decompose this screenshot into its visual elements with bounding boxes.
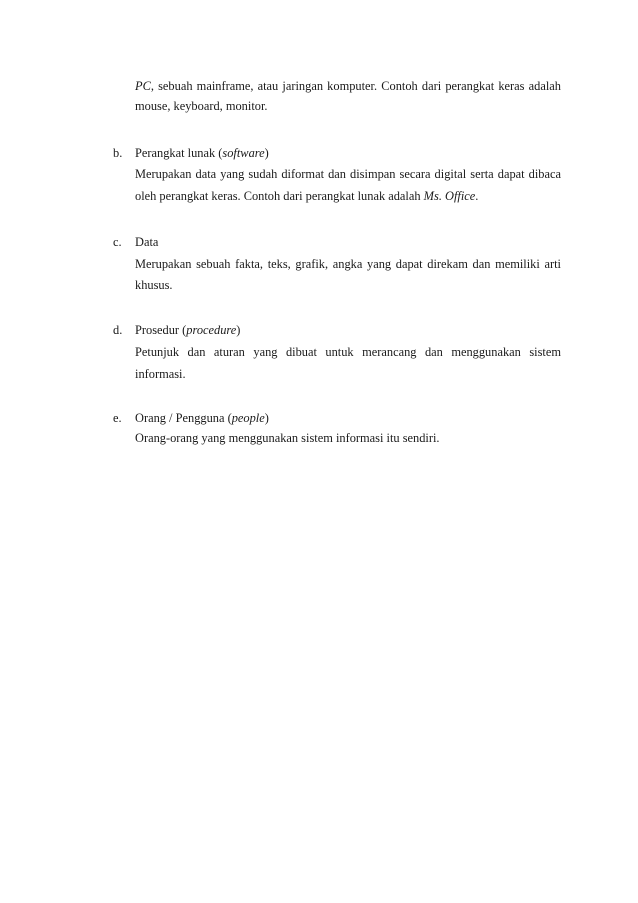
- item-d-body-line-1: Petunjuk dan aturan yang dibuat untuk merancang dan menggunakan sistem: [135, 345, 561, 359]
- item-e-heading-text: Orang / Pengguna (: [135, 411, 232, 425]
- item-b-heading: [135, 145, 561, 161]
- item-e-heading: [135, 410, 561, 426]
- item-d-heading-text: Prosedur (: [135, 323, 187, 337]
- item-b-heading-end: ): [264, 146, 269, 160]
- intro-line-1: [135, 78, 561, 94]
- list-marker-d: d.: [113, 323, 123, 337]
- item-e-body-line-1: Orang-orang yang menggunakan sistem informasi itu sendiri.: [135, 431, 440, 445]
- intro-italic-term: PC: [135, 79, 151, 93]
- list-marker-c: c.: [113, 235, 122, 249]
- item-e-heading-italic: people: [231, 411, 265, 425]
- list-marker-e: e.: [113, 411, 122, 425]
- intro-line-2: mouse, keyboard, monitor.: [135, 99, 268, 113]
- item-b-heading-text: Perangkat lunak (: [135, 146, 223, 160]
- item-d-heading-italic: procedure: [186, 323, 237, 337]
- item-c-body-line-1: Merupakan sebuah fakta, teks, grafik, angka yang dapat direkam dan memiliki arti: [135, 257, 561, 271]
- item-b-body-line-1: Merupakan data yang sudah diformat dan disimpan secara digital serta dapat dibaca: [135, 167, 561, 181]
- item-b-heading-italic: software: [222, 146, 265, 160]
- item-c-heading: Data: [135, 235, 159, 249]
- intro-line-1-text: , sebuah mainframe, atau jaringan komputer. Contoh dari perangkat keras adalah: [150, 79, 561, 93]
- item-b-body-line-2-end: .: [475, 189, 479, 203]
- item-d-heading: [135, 322, 561, 338]
- item-b-body-line-2-text: oleh perangkat keras. Contoh dari perangkat lunak adalah: [135, 189, 424, 203]
- item-c-body-line-2: khusus.: [135, 278, 173, 292]
- item-e-heading-end: ): [264, 411, 269, 425]
- item-b-body-line-2: [135, 188, 561, 204]
- item-d-body-line-2: informasi.: [135, 367, 186, 381]
- list-marker-b: b.: [113, 146, 123, 160]
- item-b-italic-term: Ms. Office: [423, 189, 476, 203]
- item-d-heading-end: ): [236, 323, 241, 337]
